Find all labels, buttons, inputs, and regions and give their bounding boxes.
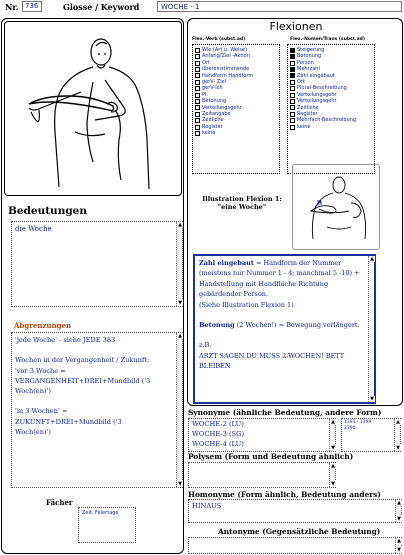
verb-option-label: Zeitangabe [202,111,231,118]
verb-checkbox[interactable] [195,93,200,98]
abgrenzungen-line: 'in 3 Wochen' = [15,407,68,416]
verb-option-label: Register [202,123,223,130]
flexion-description-text [195,256,374,374]
antonyme-scrollbar[interactable] [395,538,401,553]
abgrenzungen-title: Abgrenzungen [14,321,72,330]
bedeutungen-field[interactable] [11,221,183,307]
verb-checkbox[interactable] [195,61,200,66]
flexionen-panel [187,18,403,406]
nomen-header: Flex.-Nomen/Trans (subst.ad) [290,37,365,42]
nomen-checkbox[interactable] [290,73,295,78]
faecher-value: Zeit, Feiertage [82,510,119,516]
nomen-checkbox[interactable] [290,80,295,85]
antonyme-title: Antonyme (Gegensätzliche Bedeutung) [218,527,381,536]
description-p1-ref: (Siehe Illustration Flexion 1) [199,300,294,309]
abgrenzungen-text [12,333,182,439]
homonyme-field[interactable] [188,499,402,523]
verb-checkbox[interactable] [195,105,200,110]
nomen-option-label: Mehrzahl [297,66,320,73]
verb-checkbox[interactable] [195,118,200,123]
verb-checkbox[interactable] [195,125,200,130]
synonym-item: WOCHE-3 (SG) [192,429,245,438]
nomen-option-label: Zeitliche [297,104,319,111]
homonyme-title: Homonyme (Form ähnlich, Bedeutung anders) [188,490,381,499]
faecher-field[interactable] [78,507,136,543]
glosse-value: WOCHE - 1 [161,3,200,11]
synonym-number: 2390 [344,426,356,431]
nomen-option[interactable] [290,124,372,130]
verb-option-label: Handform Handform [202,72,254,79]
verb-checkbox[interactable] [195,54,200,59]
nomen-checkbox[interactable] [290,61,295,66]
verb-checkbox[interactable] [195,86,200,91]
description-spacer [199,330,370,340]
nomen-option-label: keine [297,123,311,130]
bedeutungen-title: Bedeutungen [8,205,87,217]
nomen-checkbox[interactable] [290,67,295,72]
synonyme-title: Synonyme (ähnliche Bedeutung, andere Form) [188,408,382,417]
synonym-item: WOCHE-2 (LU) [192,420,244,428]
signer-small-figure-image [293,165,379,249]
antonyme-value [189,538,401,542]
description-spacer [199,310,370,320]
illustration-caption-line1: Illustration Flexion 1: [202,195,282,203]
abgrenzungen-line: Woch(en)') [15,387,51,396]
left-panel [1,18,184,554]
flexion-illustration [292,164,380,250]
header-bar [0,0,404,14]
illustration-caption [190,195,294,211]
synonyme-numbers-field[interactable] [341,418,401,452]
nomen-checkbox[interactable] [290,112,295,117]
verb-option-label: gerV- Ziel [202,79,227,86]
synonyme-numbers [342,419,400,433]
nomen-checkbox[interactable] [290,54,295,59]
verb-checkbox[interactable] [195,112,200,117]
verb-option-label: Wie (Art u. Weise) [202,47,247,53]
polysem-value [189,463,335,467]
illustration-caption-line2: "eine Woche" [217,203,267,211]
description-p2-bold: Betonung [199,321,235,330]
description-p1-bold: Zahl eingebaut [199,259,254,267]
polysem-field[interactable] [188,462,336,488]
abgrenzungen-line [15,396,179,406]
synonyme-list [189,419,335,450]
abgrenzungen-line: VERGANGENHEIT+DREI+Mundbild ('3 [15,376,151,385]
abgrenzungen-line [15,345,179,355]
nomen-checkbox[interactable] [290,99,295,104]
nomen-option-label: Plural-Beschreibung [297,85,347,92]
verb-checkbox-list [193,45,279,139]
nomen-option-label: Verteilungsgehr [297,91,337,98]
nomen-checkbox-list [288,45,374,132]
nr-field[interactable] [22,1,42,12]
abgrenzungen-line: Wochen in der Vergangenheit / Zukunft: [15,356,150,365]
verb-option-label: Ort [202,59,210,66]
nomen-option-label: Mehrfach-Beschreibung [297,117,357,124]
verb-option[interactable] [195,130,277,136]
nomen-checkbox[interactable] [290,105,295,110]
abgrenzungen-line: 'jede Woche' - siehe JEDE 383 [15,336,116,344]
antonyme-field[interactable] [188,537,402,554]
synonyme-scrollbar[interactable] [329,419,335,451]
verb-header: Flex.-Verb (subst.ad) [192,37,246,42]
verb-option-label: keine [202,130,216,137]
verb-option-label: Betonung [202,98,227,105]
verb-checkbox[interactable] [195,67,200,72]
nomen-checkbox[interactable] [290,48,295,53]
nomen-option-label: Zahl eingebaut [297,72,335,79]
synonyme-field[interactable] [188,418,336,452]
flexion-description-field[interactable] [193,254,376,404]
nomen-option-label: Steigerung [297,47,325,53]
synonym-number: 1391 - 1399 [344,420,372,425]
verb-checkbox[interactable] [195,131,200,136]
synonyme-numbers-scrollbar[interactable] [394,419,400,451]
verb-flex-list [192,44,280,174]
description-p1 [199,258,370,300]
verb-option-label: übereinstimmende [202,66,250,73]
description-scrollbar[interactable] [368,256,374,402]
verb-option-label: gerV-Ich [202,85,223,92]
verb-checkbox[interactable] [195,73,200,78]
nomen-option-label: Person [297,59,314,66]
main-illustration [4,21,182,196]
nomen-checkbox[interactable] [290,93,295,98]
nomen-option-label: Register [297,111,318,118]
nomen-option-label: Verteilungsgehr [297,98,337,105]
abgrenzungen-line: Woch(en)') [15,428,51,437]
description-p2-rest: (2 Wochen!) = Bewegung verlängert. [234,321,360,330]
description-p2 [199,320,370,330]
nomen-checkbox[interactable] [290,125,295,130]
description-p4: ARZT SAGEN DU MUSS 2-WOCHEN! BETT BLEIBEN [199,351,345,371]
verb-checkbox[interactable] [195,48,200,53]
synonym-item: WOCHE-4 (LU) [192,439,244,448]
verb-option-label: Pl. [202,91,208,98]
bedeutungen-value: die Woche [15,225,52,233]
nomen-checkbox[interactable] [290,118,295,123]
verb-option-label: Verteilungsgehr [202,104,242,111]
glosse-field[interactable] [157,1,402,12]
polysem-scrollbar[interactable] [329,463,335,487]
abgrenzungen-line: 'vor 3 Woche = [15,366,66,375]
verb-option-label: Zeitliche [202,117,224,124]
abgrenzungen-field[interactable] [11,332,183,488]
nr-label: Nr. [5,2,19,12]
nr-value: 736 [25,2,39,10]
signer-figure-image [5,22,181,195]
bedeutungen-scrollbar[interactable] [176,222,182,306]
flexionen-title: Flexionen [269,20,323,33]
homonyme-scrollbar[interactable] [395,500,401,522]
faecher-title: Fächer [46,498,73,507]
abgrenzungen-scrollbar[interactable] [176,333,182,487]
description-p1-rest: = Handform der Nummer (meistens nur Nummer 1 - 4; manchmal 5 -10) + Handstellung mit Handfläche Richtung gebärdender Person. [199,259,360,299]
nomen-option-label: Ort [297,79,305,86]
nomen-option-label: Betonung [297,53,322,60]
glosse-label: Glosse / Keyword [63,2,140,12]
verb-option-label: Anfang/Ziel -Aktion [202,53,250,60]
abgrenzungen-line: ZUKUNFT+DREI+Mundbild ('3 [15,417,122,426]
nomen-checkbox[interactable] [290,86,295,91]
polysem-title: Polysem (Form und Bedeutung ähnlich) [188,452,354,461]
verb-checkbox[interactable] [195,80,200,85]
verb-checkbox[interactable] [195,99,200,104]
description-p3: z.B. [199,341,212,350]
homonyme-value: HINAUS [192,502,222,510]
nomen-flex-list [287,44,375,174]
